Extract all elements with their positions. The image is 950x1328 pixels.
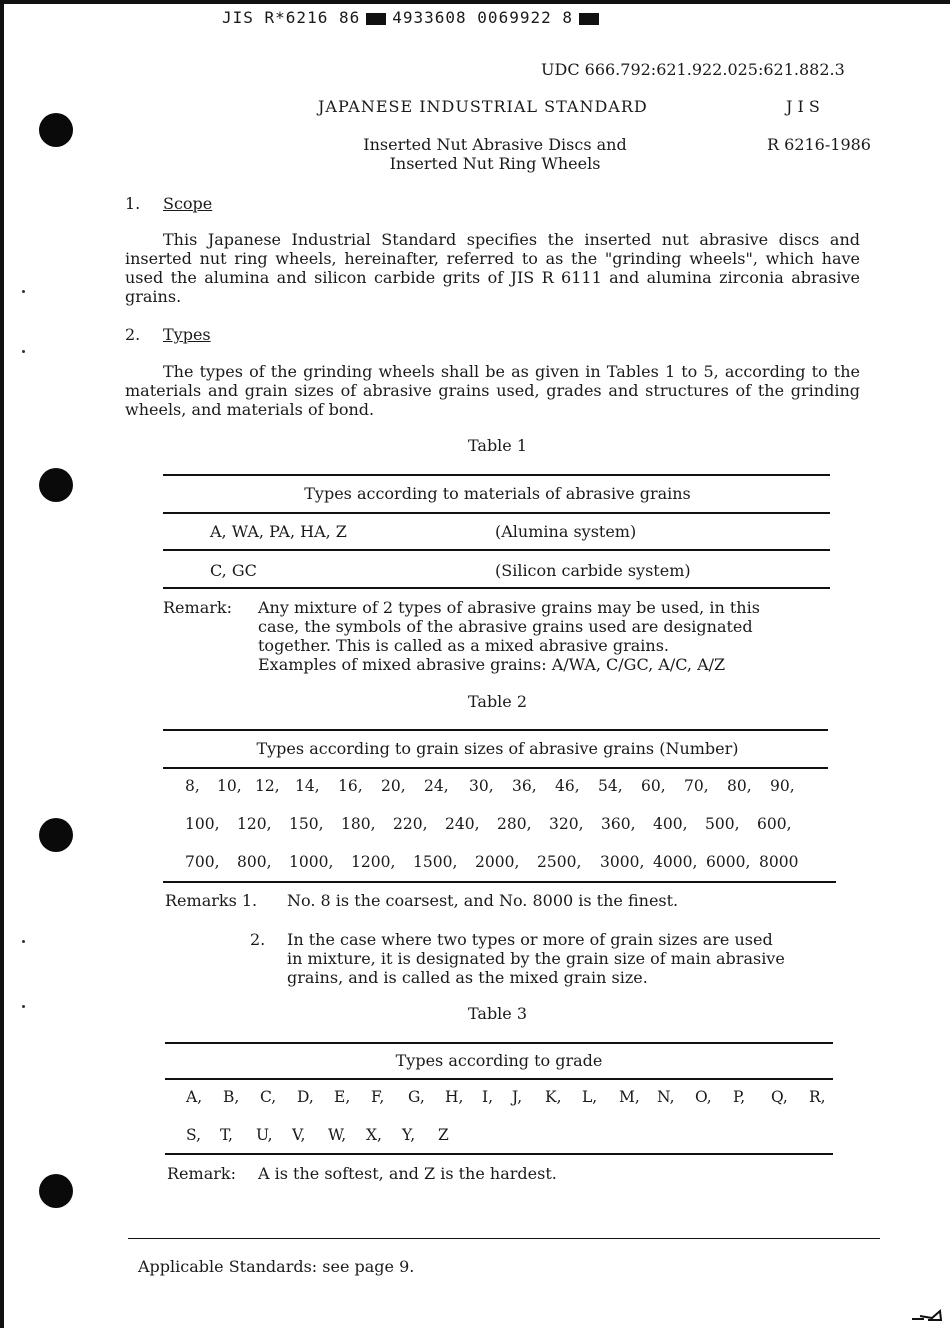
scan-speck [22,1005,25,1008]
grain-size: 54, [598,777,623,795]
grade-letter: C, [260,1088,277,1106]
grain-size: 10, [217,777,242,795]
grain-size: 80, [727,777,752,795]
grade-letter: P, [733,1088,746,1106]
grade-letter: H, [445,1088,464,1106]
table3-rule [165,1078,833,1080]
grain-size: 20, [381,777,406,795]
grain-size: 4000, [653,853,698,871]
table1-rule [163,549,830,551]
grain-size: 36, [512,777,537,795]
grain-size: 3000, [600,853,645,871]
page-top-border [0,0,950,4]
table1-header: Types according to materials of abrasive grains [304,484,691,503]
table2-remark1: No. 8 is the coarsest, and No. 8000 is the finest. [287,891,679,910]
grain-size: 280, [497,815,532,833]
section2-heading: Types [163,325,211,344]
grade-letter: I, [482,1088,494,1106]
grain-size: 360, [601,815,636,833]
grain-size: 8, [185,777,200,795]
grade-letter: G, [408,1088,425,1106]
section2-body: The types of the grinding wheels shall be as given in Tables 1 to 5, according to the materials and grain sizes of abrasive grains used, grades and structures of the grinding wheels, and materials of bond. [125,362,860,419]
grain-size: 150, [289,815,324,833]
grade-letter: N, [657,1088,675,1106]
table2-caption: Table 2 [467,692,528,711]
grade-letter: D, [297,1088,314,1106]
table1-row2-symbols: C, GC [210,561,257,580]
grade-letter: M, [619,1088,640,1106]
scan-speck [22,350,25,353]
redaction-block [366,13,386,25]
section1-heading: Scope [163,194,213,213]
grain-size: 120, [237,815,272,833]
grade-letter: X, [366,1126,382,1144]
standard-title: JAPANESE INDUSTRIAL STANDARD [318,97,648,116]
table1-row2-system: (Silicon carbide system) [495,561,691,580]
grade-letter: V, [292,1126,306,1144]
table2-remark2-line: In the case where two types or more of grain sizes are used [287,930,773,949]
table2-grain-row [185,777,813,795]
grain-size: 46, [555,777,580,795]
binder-hole [39,113,73,147]
grade-letter: T, [220,1126,233,1144]
grain-size: 600, [757,815,792,833]
grain-size: 500, [705,815,740,833]
grain-size: 320, [549,815,584,833]
table3-remark: A is the softest, and Z is the hardest. [258,1164,557,1183]
grade-letter: S, [186,1126,201,1144]
header-code-right: 4933608 0069922 8 [392,8,573,27]
doc-title-line1: Inserted Nut Abrasive Discs and [363,135,627,154]
table1-top-rule [163,474,830,476]
table2-remark2-line: grains, and is called as the mixed grain size. [287,968,648,987]
table3-top-rule [165,1042,833,1044]
grain-size: 8000 [759,853,799,871]
grain-size: 12, [255,777,280,795]
grain-size: 1000, [289,853,334,871]
grade-letter: E, [334,1088,351,1106]
binder-hole [39,1174,73,1208]
grain-size: 14, [295,777,320,795]
grade-letter: L, [582,1088,598,1106]
table2-grain-row [185,815,809,833]
grade-letter: F, [371,1088,385,1106]
grain-size: 800, [237,853,272,871]
table1-remark-line: case, the symbols of the abrasive grains used are designated [258,617,753,636]
table3-header: Types according to grade [395,1051,603,1070]
grade-letter: Q, [771,1088,788,1106]
table2-top-rule [163,729,828,731]
section1-number: 1. [125,194,141,213]
grain-size: 70, [684,777,709,795]
section1-body: This Japanese Industrial Standard specifies the inserted nut abrasive discs and inserted nut ring wheels, hereinafter, referred to as the "grinding wheels", which have used the alumina and silicon carbide grits of JIS R 6111 and alumina zirconia abrasive grains. [125,230,860,306]
table1-row1-system: (Alumina system) [495,522,637,541]
grade-letter: K, [545,1088,562,1106]
grain-size: 6000, [706,853,751,871]
table1-remark-line: Any mixture of 2 types of abrasive grains may be used, in this [258,598,760,617]
grade-letter: B, [223,1088,240,1106]
scan-speck [22,290,25,293]
table3-grade-row [186,1088,839,1106]
grain-size: 60, [641,777,666,795]
grade-letter: J, [512,1088,523,1106]
grain-size: 16, [338,777,363,795]
table3-remark-label: Remark: [167,1164,236,1183]
grain-size: 1500, [413,853,458,871]
table1-caption: Table 1 [467,436,528,455]
section2-number: 2. [125,325,141,344]
table3-caption: Table 3 [467,1004,528,1023]
grain-size: 100, [185,815,220,833]
grain-size: 90, [770,777,795,795]
grain-size: 2000, [475,853,520,871]
table2-remarks-label: Remarks 1. [165,891,258,910]
table1-remark-line: Examples of mixed abrasive grains: A/WA, C/GC, A/C, A/Z [258,655,726,674]
grade-letter: A, [186,1088,203,1106]
table2-remark2-number: 2. [250,930,266,949]
table1-remark-label: Remark: [163,598,232,617]
header-code-left: JIS R*6216 86 [222,8,361,27]
applicable-standards: Applicable Standards: see page 9. [138,1257,415,1276]
grade-letter: O, [695,1088,712,1106]
grain-size: 400, [653,815,688,833]
table1-row1-symbols: A, WA, PA, HA, Z [210,522,347,541]
table1-rule [163,512,830,514]
table3-bottom-rule [165,1153,833,1155]
page-left-border [0,0,4,1328]
corner-scan-mark-icon [910,1308,944,1322]
binder-hole [39,818,73,852]
grain-size: 24, [424,777,449,795]
table2-rule [163,767,828,769]
grain-size: 180, [341,815,376,833]
table1-remark-line: together. This is called as a mixed abrasive grains. [258,636,669,655]
table1-bottom-rule [163,587,830,589]
table2-remark2-line: in mixture, it is designated by the grain size of main abrasive [287,949,785,968]
table2-grain-row [185,853,804,871]
doc-title-line2: Inserted Nut Ring Wheels [389,154,601,173]
udc-code: UDC 666.792:621.922.025:621.882.3 [541,60,845,79]
binder-hole [39,468,73,502]
grain-size: 700, [185,853,220,871]
grain-size: 30, [469,777,494,795]
grain-size: 1200, [351,853,396,871]
jis-label: J I S [786,97,820,116]
grade-letter: W, [328,1126,347,1144]
table3-grade-row [186,1126,458,1144]
scan-speck [22,940,25,943]
grain-size: 2500, [537,853,582,871]
grade-letter: Y, [402,1126,416,1144]
grade-letter: R, [809,1088,826,1106]
doc-number: R 6216-1986 [767,135,871,154]
grain-size: 240, [445,815,480,833]
footer-rule [128,1238,880,1239]
grade-letter: U, [256,1126,273,1144]
table2-bottom-rule [163,881,836,883]
grain-size: 220, [393,815,428,833]
redaction-block [579,13,599,25]
table2-header: Types according to grain sizes of abrasive grains (Number) [256,739,739,758]
grade-letter: Z [438,1126,449,1144]
scan-header-code [222,8,605,27]
